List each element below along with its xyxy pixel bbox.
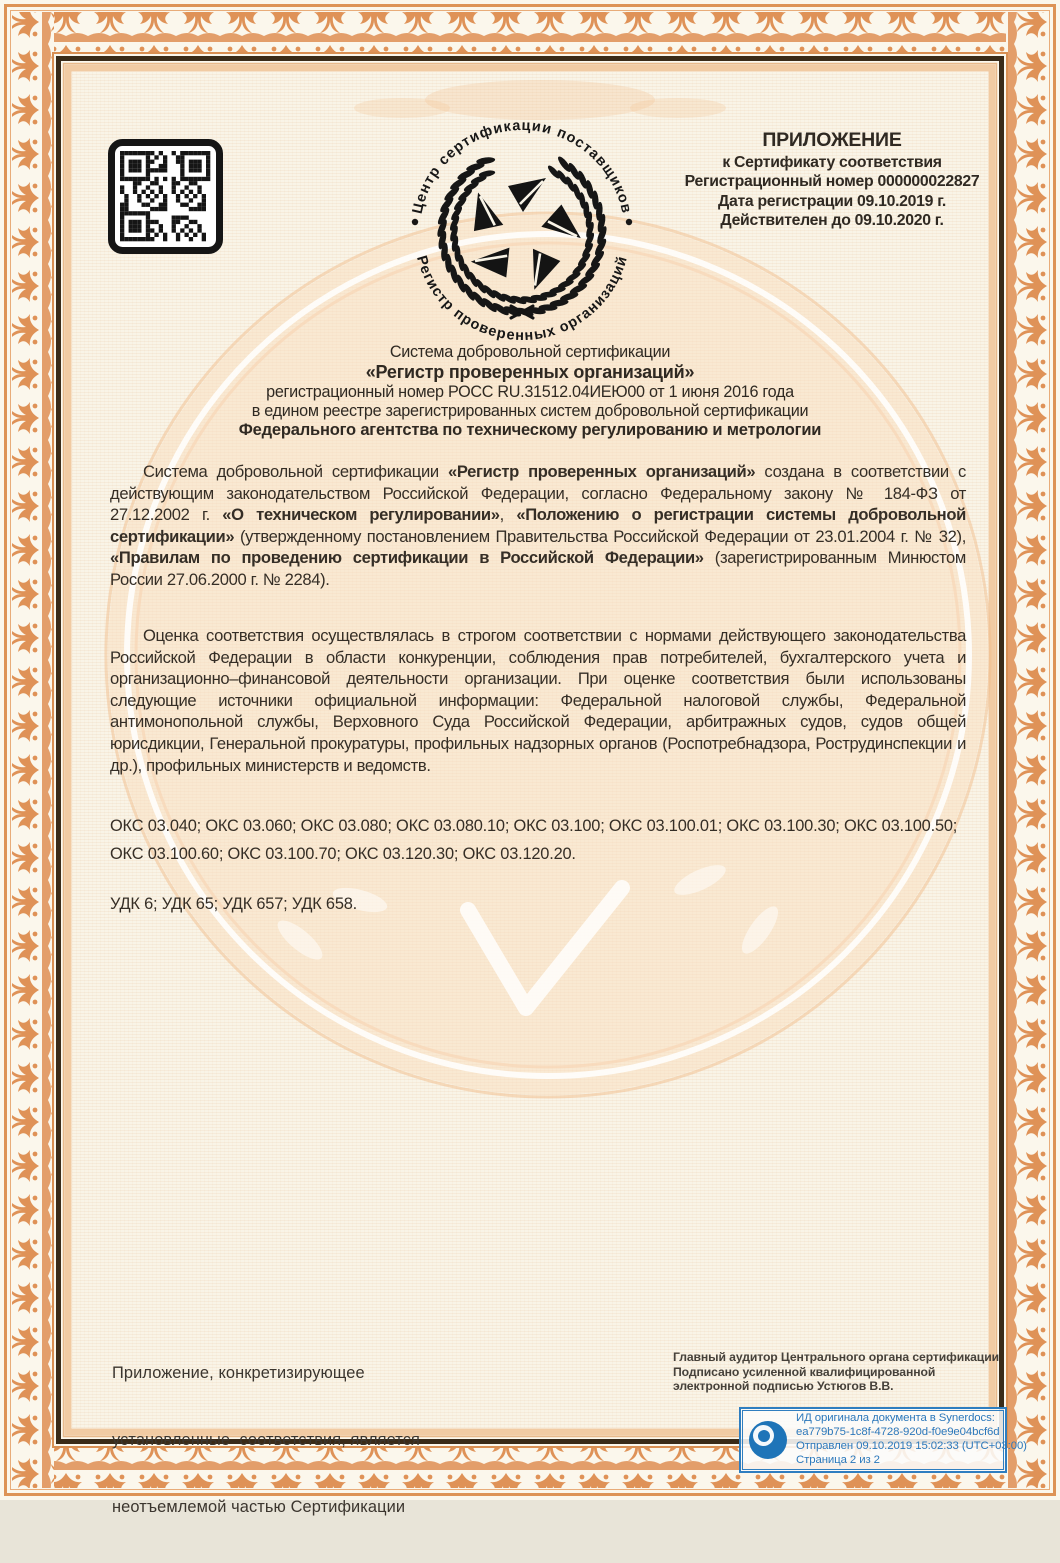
certification-system-block: [90, 343, 970, 440]
synerdocs-logo-icon: [749, 1421, 787, 1459]
footer-signature-block: [673, 1350, 1008, 1394]
header-block: [648, 128, 1016, 231]
oks-codes: ОКС 03.040; ОКС 03.060; ОКС 03.080; ОКС 03.080.10; ОКС 03.100; ОКС 03.100.01; ОКС 03.100.30; ОКС 03.100.50; ОКС 03.100.60; ОКС 03.100.70; ОКС 03.120.30; ОКС 03.120.20.: [110, 817, 958, 863]
signature-line-1: Главный аудитор Центрального органа сертификации: [673, 1350, 999, 1364]
system-line-1: Система добровольной сертификации: [389, 343, 671, 361]
stamp-document-id: ea779b75-1c8f-4728-920d-f0e9e04bcf6d: [796, 1426, 1000, 1439]
footer-note-line-1: Приложение, конкретизирующее: [112, 1363, 365, 1382]
emblem-stamp: [402, 112, 642, 352]
system-line-5: Федерального агентства по техническому регулированию и метрологии: [238, 420, 822, 439]
stamp-id-label: ИД оригинала документа в Synerdocs:: [796, 1412, 995, 1425]
valid-until: Действителен до 09.10.2020 г.: [720, 212, 944, 230]
udk-codes: УДК 6; УДК 65; УДК 657; УДК 658.: [110, 895, 358, 913]
signature-line-3: электронной подписью Устюгов В.В.: [673, 1379, 894, 1394]
paragraph-assessment: Оценка соответствия осуществлялась в строгом соответствии с нормами действующего законодательства Российской Федерации в области конкуренции, соблюдения прав потребителей, бухгалтерского учета и организационно–финансовой деятельности организации. При оценке соответствия были использованы следующие источники официальной информации: Федеральной налоговой службы, Федеральной антимонопольной службы, Верховного Суда Российской Федерации, арбитражных судов, судов общей юрисдикции, Генеральной прокуратуры, профильных надзорных органов (Роспотребнадзора, Рострудинспекции и др.), профильных министерств и ведомств.: [110, 626, 966, 775]
stamp-page-indicator: Страница 2 из 2: [796, 1453, 880, 1466]
qr-code: [107, 139, 224, 254]
system-line-3: регистрационный номер РОСС RU.31512.04ИЕЮ00 от 1 июня 2016 года: [266, 382, 794, 401]
paragraph-legal-basis: Система добровольной сертификации «Регистр проверенных организаций» создана в соответствии с действующим законодательством Российской Федерации, согласно Федеральному закону № 184-ФЗ от 27.12.2002 г. «О техническом регулировании», «Положению о регистрации системы добровольной сертификации» (утвержденному постановлением Правительства Российской Федерации от 23.01.2004 г. № 32), «Правилам по проведению сертификации в Российской Федерации» (зарегистрированным Минюстом России 27.06.2000 г. № 2284).: [110, 462, 966, 589]
emblem-top-text: Центр сертификации поставщиков: [409, 117, 635, 216]
registration-date: Дата регистрации 09.10.2019 г.: [718, 192, 946, 210]
document-title: ПРИЛОЖЕНИЕ: [762, 129, 902, 151]
system-line-2: «Регистр проверенных организаций»: [365, 362, 695, 382]
synerdocs-stamp-text: [796, 1412, 1027, 1468]
registration-number: Регистрационный номер 000000022827: [684, 173, 980, 191]
footer-note-line-3: неотъемлемой частью Сертификации: [112, 1498, 406, 1517]
synerdocs-stamp: [739, 1407, 1027, 1473]
signature-line-2: Подписано усиленной квалифицированной: [673, 1364, 936, 1379]
header-subtitle: к Сертификату соответствия: [722, 154, 942, 171]
emblem-bottom-text: Регистр проверенных организаций: [413, 253, 631, 345]
footer-appendix-note: [112, 1317, 532, 1563]
footer-note-line-2: установленные соответствия, является: [112, 1431, 420, 1450]
stamp-sent-timestamp: Отправлен 09.10.2019 15:02:33 (UTC+03:00): [796, 1440, 1027, 1452]
system-line-4: в едином реестре зарегистрированных систем добровольной сертификации: [251, 401, 809, 420]
